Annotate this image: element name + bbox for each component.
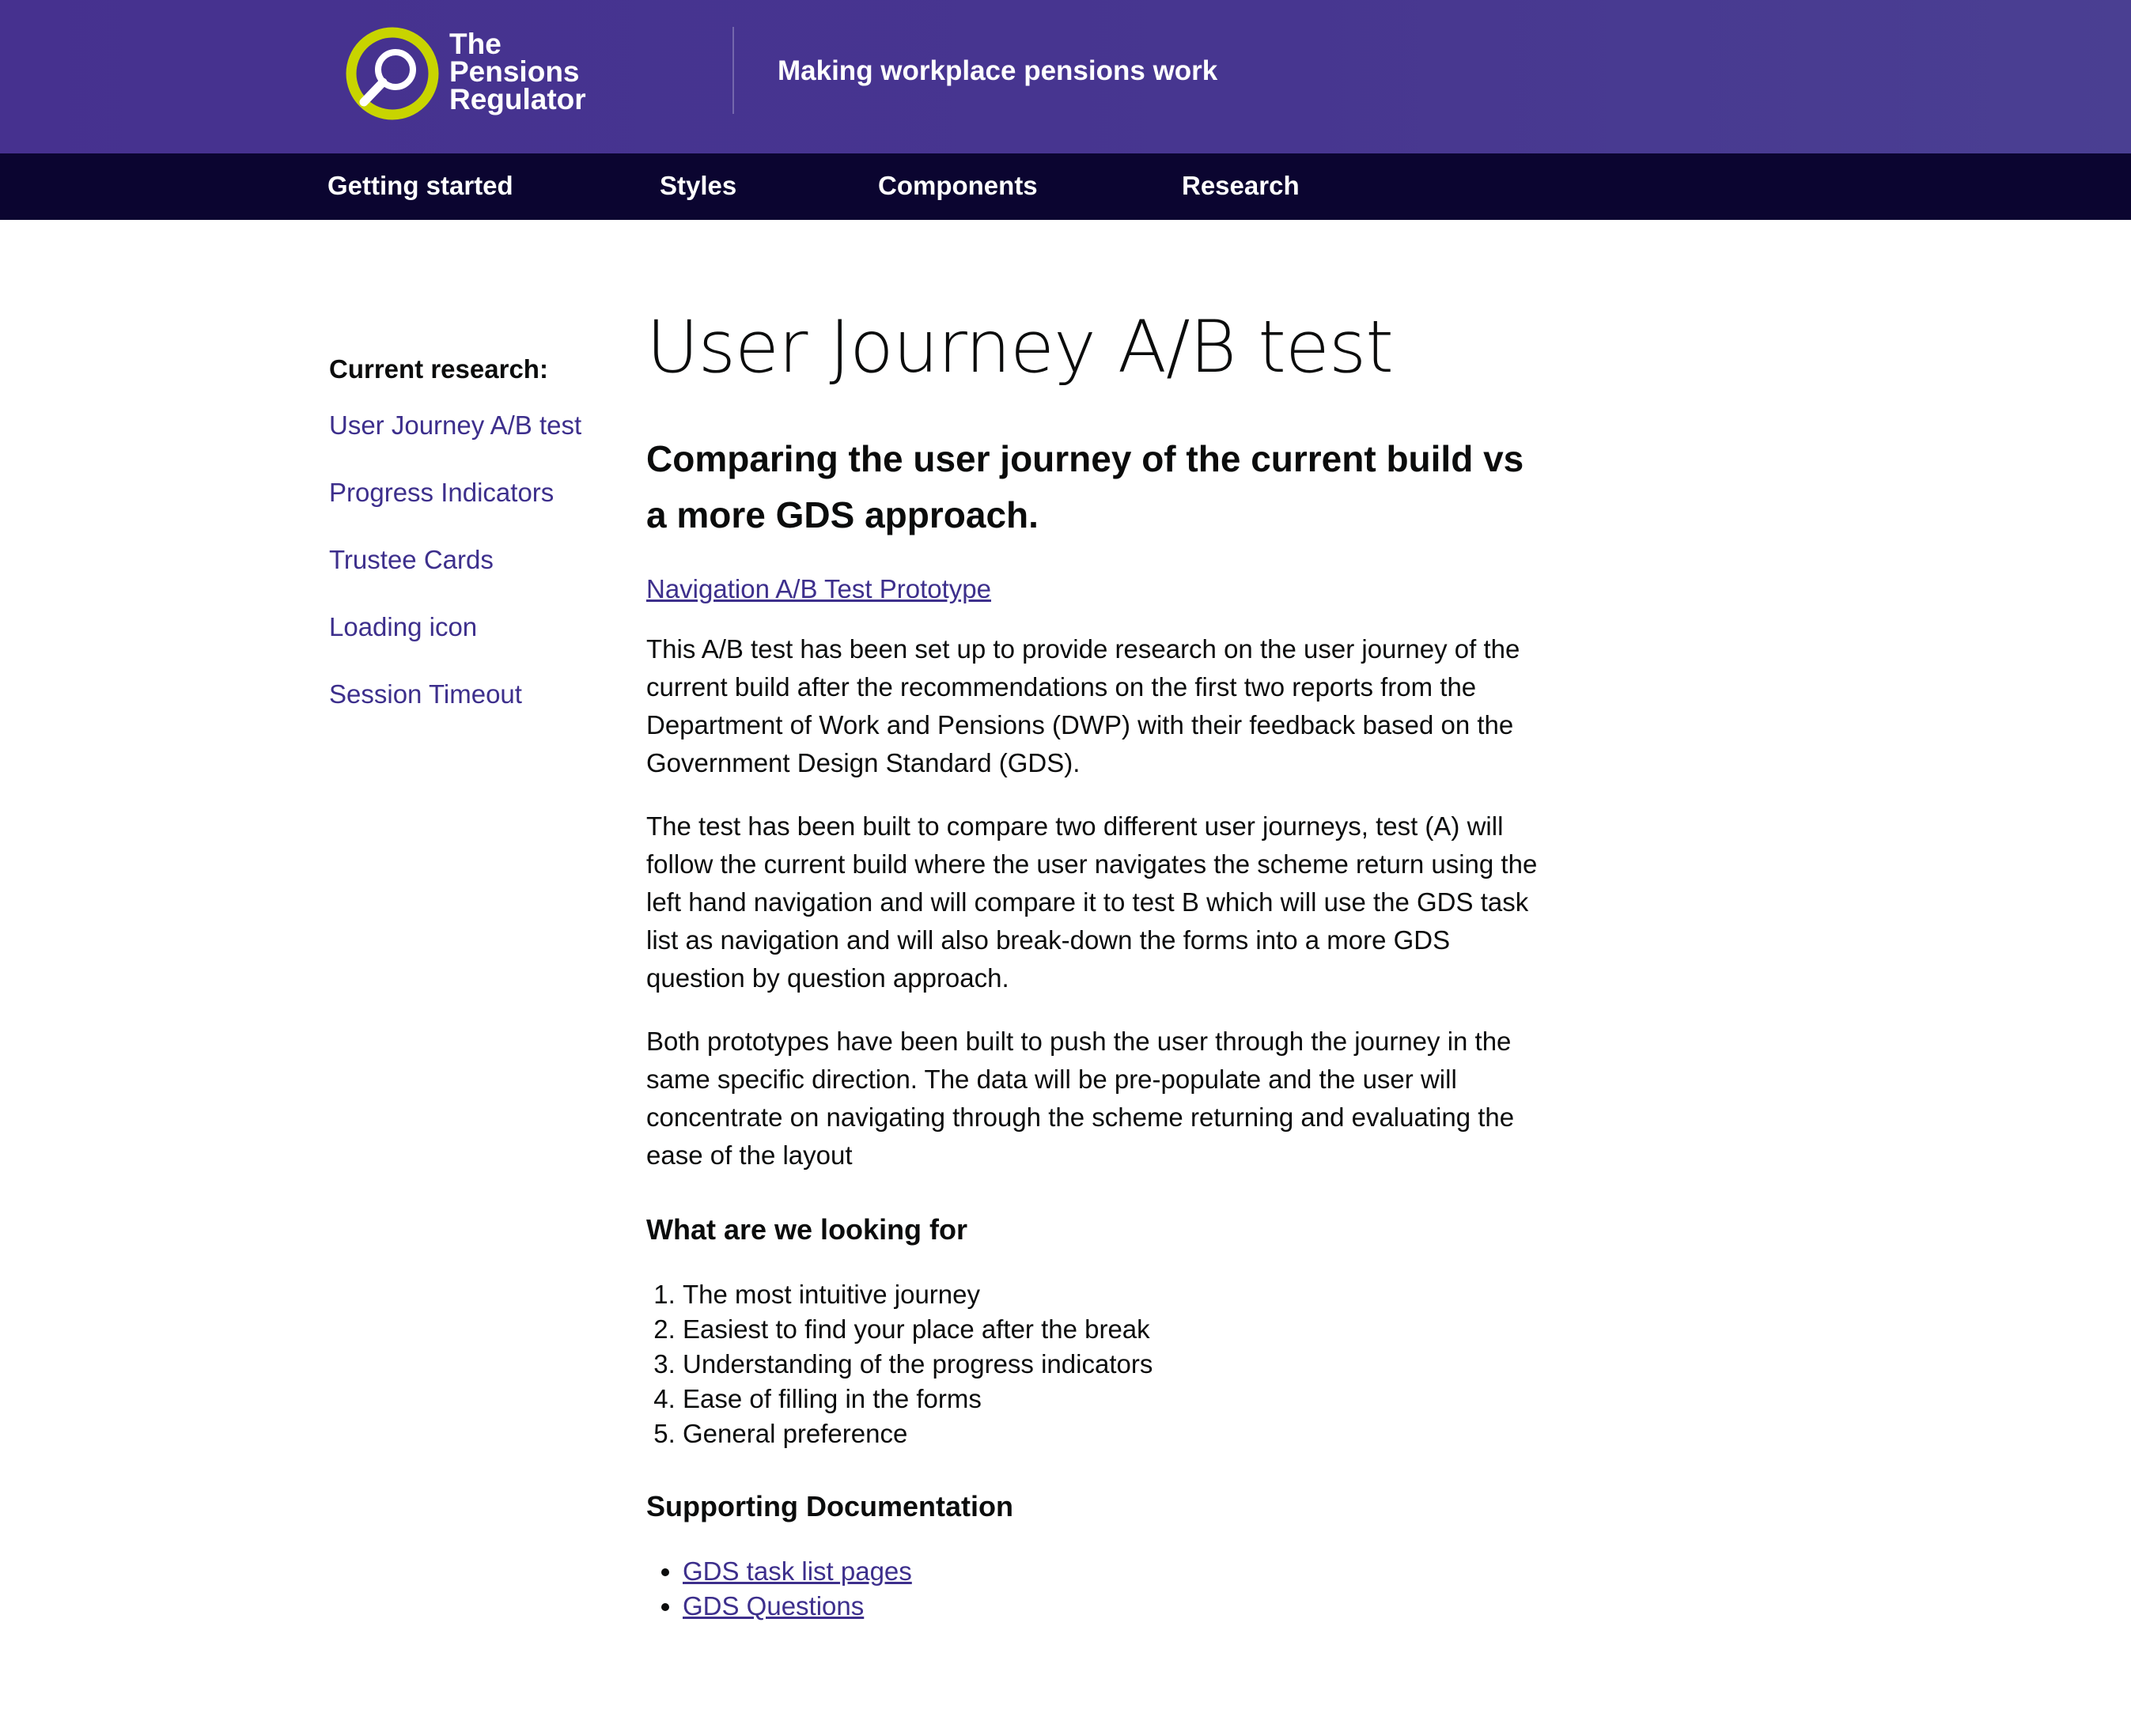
sidebar-item-trustee-cards[interactable]: Trustee Cards [329,545,494,574]
list-item [683,1554,1540,1589]
looking-for-list [646,1277,1540,1451]
list-item: 2. Easiest to find your place after the break [683,1312,1540,1347]
tagline: Making workplace pensions work [778,55,1218,86]
gds-questions-link[interactable]: GDS Questions [683,1591,865,1621]
page-lede: Comparing the user journey of the current build vs a more GDS approach. [646,438,1524,535]
nav-research[interactable]: Research [1182,171,1300,200]
page-title: User Journey A/B test [646,306,1393,389]
looking-for-heading: What are we looking for [646,1213,968,1246]
supporting-docs-list [646,1554,1540,1624]
sidebar-heading: Current research: [329,354,548,384]
gds-task-list-link[interactable]: GDS task list pages [683,1556,912,1586]
sidebar-item-loading-icon[interactable]: Loading icon [329,612,478,641]
body-paragraph: The test has been built to compare two different user journeys, test (A) will follow the current build where the user navigates the scheme return using the left hand navigation and will compare it to test B which will use the GDS task list as navigation and will also break-down the forms into a more GDS question by question approach. [646,811,1538,993]
main-nav [0,153,2131,220]
nav-components[interactable]: Components [878,171,1038,200]
nav-styles[interactable]: Styles [660,171,737,200]
list-item: 4. Ease of filling in the forms [683,1382,1540,1416]
supporting-docs-heading: Supporting Documentation [646,1490,1013,1522]
logo-wordmark [449,30,586,113]
logo-line: The [449,28,502,60]
list-item: 3. Understanding of the progress indicators [683,1347,1540,1382]
sidebar-item-progress-indicators[interactable]: Progress Indicators [329,478,555,507]
header-divider [732,27,734,114]
logo-line: Pensions [449,55,580,88]
site-header [0,0,2131,153]
main-content [646,301,1540,1624]
sidebar-item-session-timeout[interactable]: Session Timeout [329,679,522,709]
magnifier-logo-icon [345,26,440,121]
sidebar-item-user-journey[interactable]: User Journey A/B test [329,410,582,440]
body-paragraph: This A/B test has been set up to provide research on the user journey of the current build after the recommendations on the first two reports from the Department of Work and Pensions (DWP) with their feedback based on the Government Design Standard (GDS). [646,634,1520,777]
logo-line: Regulator [449,83,586,115]
research-sidebar [329,354,614,746]
list-item: 1. The most intuitive journey [683,1277,1540,1312]
list-item [683,1589,1540,1624]
body-paragraph: Both prototypes have been built to push the user through the journey in the same specific direction. The data will be pre-populate and the user will concentrate on navigating through the scheme returning and evaluating the ease of the layout [646,1027,1515,1170]
prototype-link[interactable]: Navigation A/B Test Prototype [646,574,991,603]
list-item: 5. General preference [683,1416,1540,1451]
logo-link[interactable] [345,24,630,123]
nav-getting-started[interactable]: Getting started [327,171,513,200]
